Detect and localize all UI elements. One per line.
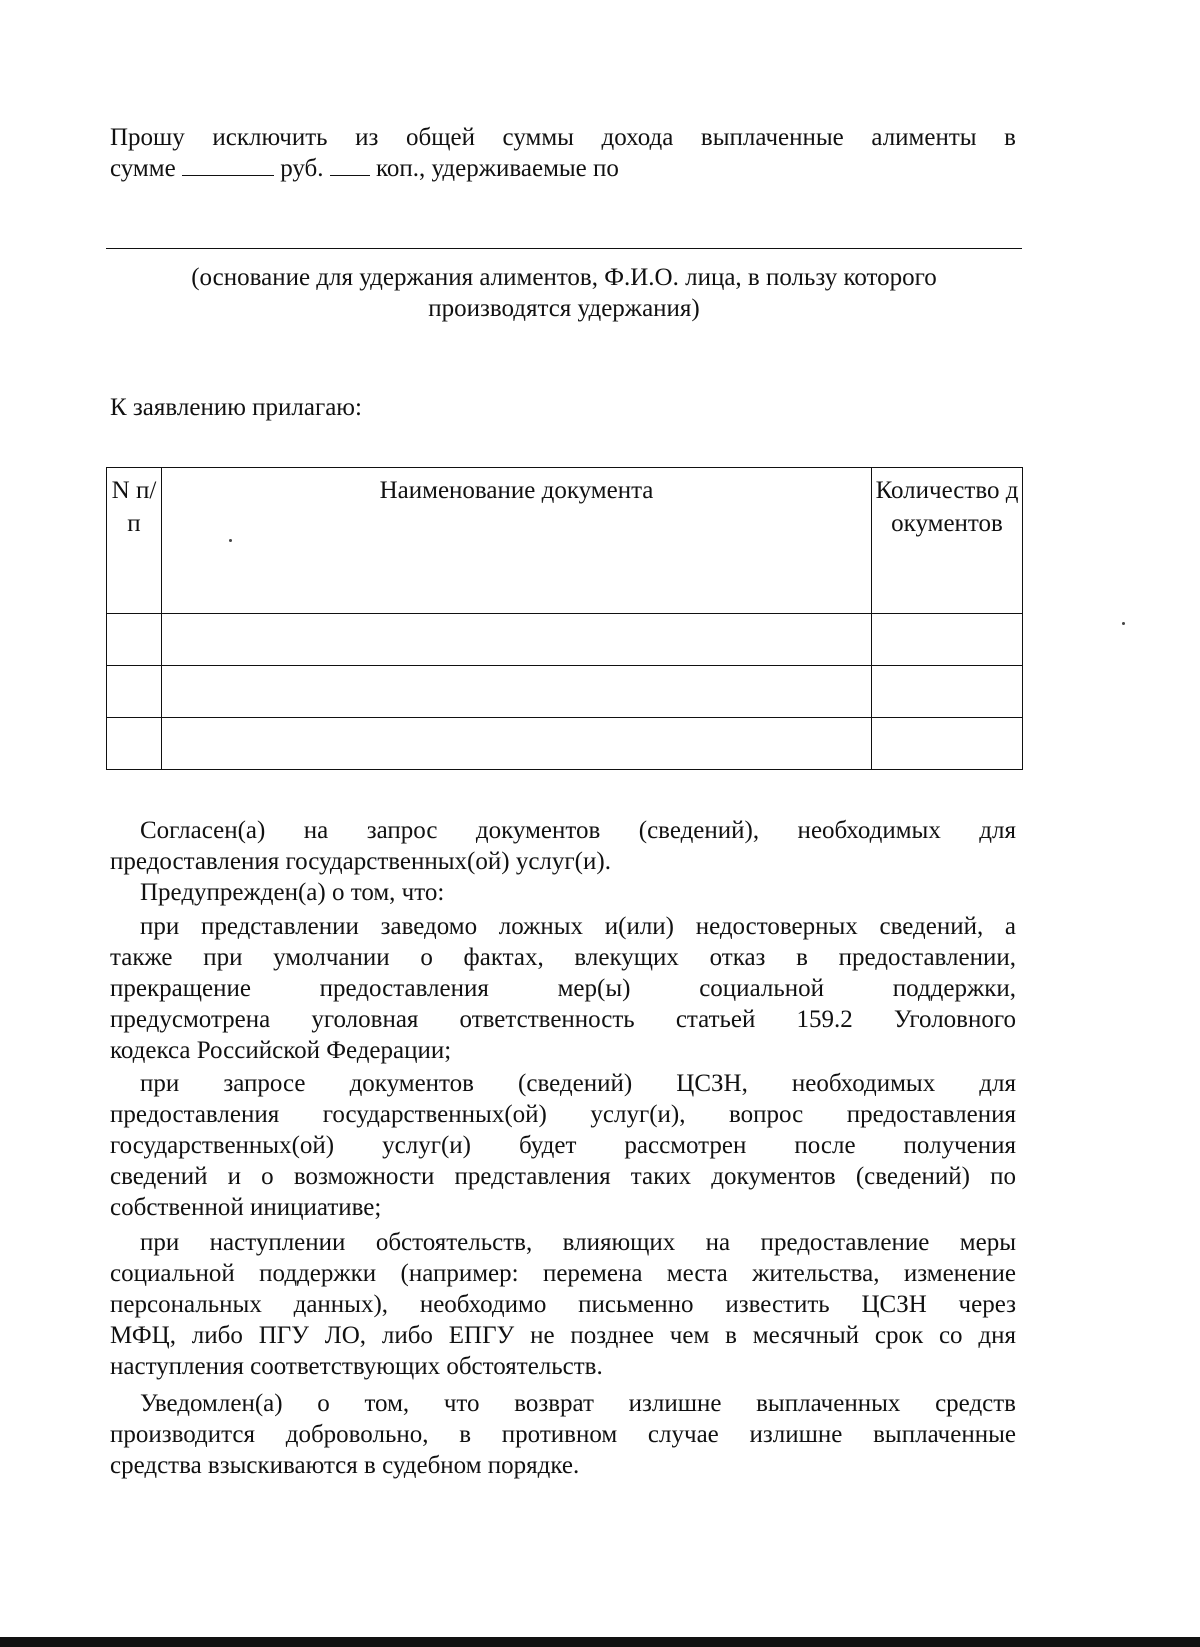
attachments-table xyxy=(106,467,1023,770)
p4-line-2: предоставления государственных(ой) услуг(и), вопрос предоставления xyxy=(110,1101,1016,1128)
table-header-row xyxy=(107,468,1023,614)
kop-label: коп., удерживаемые по xyxy=(376,155,619,182)
cell-num[interactable] xyxy=(107,718,162,770)
scan-edge-bar xyxy=(0,1637,1200,1647)
header-num: N п/п xyxy=(107,468,162,614)
table-row xyxy=(107,614,1023,666)
p3-line-4: предусмотрена уголовная ответственность статьей 159.2 Уголовного xyxy=(110,1006,1016,1033)
p2-line: Предупрежден(а) о том, что: xyxy=(140,879,445,906)
header-doc-name: Наименование документа xyxy=(162,468,872,614)
cell-doc-count[interactable] xyxy=(872,614,1023,666)
p3-line-5: кодекса Российской Федерации; xyxy=(110,1037,452,1064)
basis-caption-line-1: (основание для удержания алиментов, Ф.И.О. лица, в пользу которого xyxy=(191,264,937,291)
intro-line-2 xyxy=(110,153,619,184)
p3-line-3: прекращение предоставления мер(ы) социальной поддержки, xyxy=(110,975,1016,1002)
cell-num[interactable] xyxy=(107,666,162,718)
p4-line-5: собственной инициативе; xyxy=(110,1194,382,1221)
p5-line-5: наступления соответствующих обстоятельств. xyxy=(110,1353,603,1380)
p6-line-3: средства взыскиваются в судебном порядке. xyxy=(110,1452,580,1479)
p6-line-1: Уведомлен(а) о том, что возврат излишне выплаченных средств xyxy=(140,1390,1016,1417)
cell-doc-count[interactable] xyxy=(872,718,1023,770)
p4-line-1: при запросе документов (сведений) ЦСЗН, необходимых для xyxy=(140,1070,1016,1097)
p1-line-1: Согласен(а) на запрос документов (сведений), необходимых для xyxy=(140,817,1016,844)
rub-blank[interactable] xyxy=(182,153,274,176)
p5-line-1: при наступлении обстоятельств, влияющих на предоставление меры xyxy=(140,1229,1016,1256)
cell-doc-count[interactable] xyxy=(872,666,1023,718)
kop-blank[interactable] xyxy=(330,153,370,176)
p6-line-2: производится добровольно, в противном случае излишне выплаченные xyxy=(110,1421,1016,1448)
p5-line-3: персональных данных), необходимо письменно известить ЦСЗН через xyxy=(110,1291,1016,1318)
cell-num[interactable] xyxy=(107,614,162,666)
attach-label: К заявлению прилагаю: xyxy=(110,394,362,421)
scan-speck xyxy=(1122,622,1125,625)
header-doc-count: Количество документов xyxy=(872,468,1023,614)
scan-speck xyxy=(229,539,232,542)
cell-doc-name[interactable] xyxy=(162,666,872,718)
basis-line[interactable] xyxy=(106,248,1022,249)
sum-prefix: сумме xyxy=(110,155,176,182)
p4-line-4: сведений и о возможности представления таких документов (сведений) по xyxy=(110,1163,1016,1190)
intro-line-1: Прошу исключить из общей суммы дохода выплаченные алименты в xyxy=(110,124,1016,151)
table-row xyxy=(107,718,1023,770)
p5-line-2: социальной поддержки (например: перемена места жительства, изменение xyxy=(110,1260,1016,1287)
basis-caption-line-2: производятся удержания) xyxy=(428,295,700,322)
cell-doc-name[interactable] xyxy=(162,718,872,770)
p5-line-4: МФЦ, либо ПГУ ЛО, либо ЕПГУ не позднее чем в месячный срок со дня xyxy=(110,1322,1016,1349)
p1-line-2: предоставления государственных(ой) услуг(и). xyxy=(110,848,611,875)
p3-line-1: при представлении заведомо ложных и(или) недостоверных сведений, а xyxy=(140,913,1016,940)
p4-line-3: государственных(ой) услуг(и) будет рассмотрен после получения xyxy=(110,1132,1016,1159)
rub-label: руб. xyxy=(280,155,324,182)
p3-line-2: также при умолчании о фактах, влекущих отказ в предоставлении, xyxy=(110,944,1016,971)
cell-doc-name[interactable] xyxy=(162,614,872,666)
table-row xyxy=(107,666,1023,718)
